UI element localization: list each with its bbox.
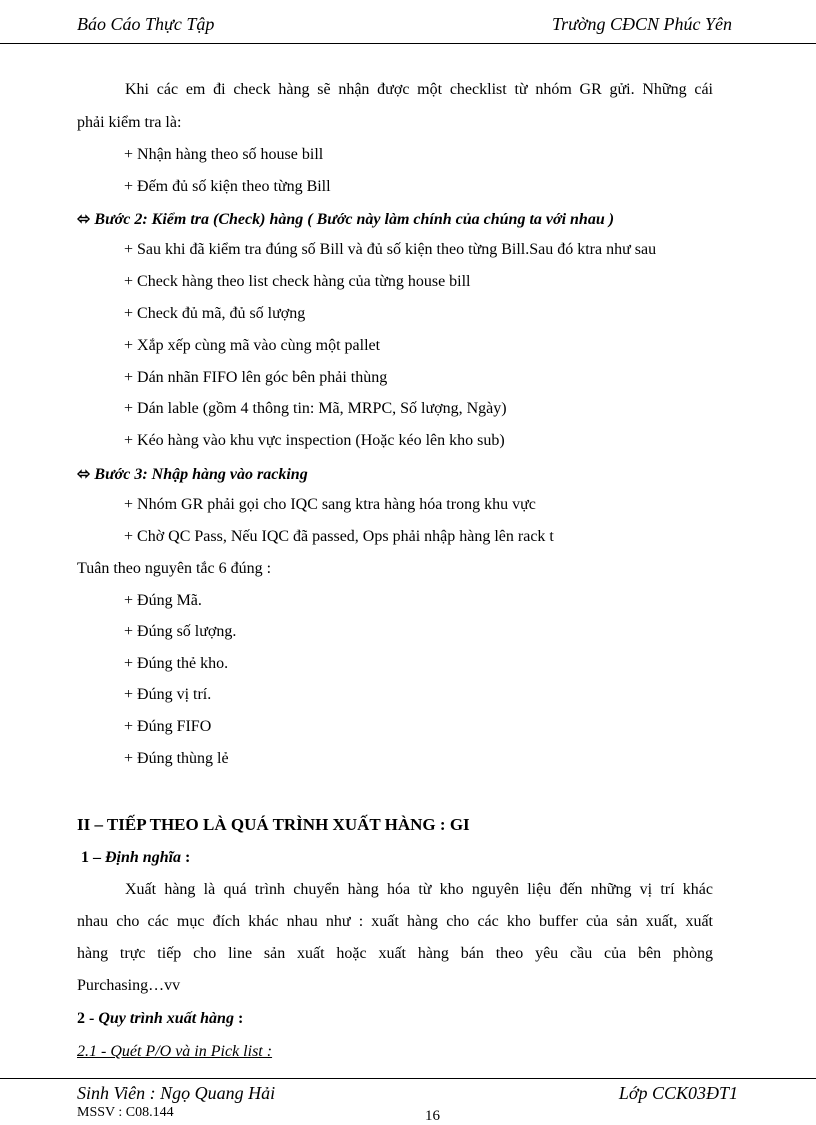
definition-line-4: Purchasing…vv xyxy=(77,977,181,994)
step2-item: + Kéo hàng vào khu vực inspection (Hoặc kéo lên kho sub) xyxy=(124,432,505,449)
intro-line-1: Khi các em đi check hàng sẽ nhận được một checklist từ nhóm GR gửi. Những cái xyxy=(125,81,713,98)
definition-suffix: : xyxy=(181,849,191,866)
step3-heading xyxy=(77,464,308,484)
footer-student: Sinh Viên : Ngọ Quang Hải xyxy=(77,1083,276,1103)
process-prefix: 2 - xyxy=(77,1010,99,1027)
header-left: Báo Cáo Thực Tập xyxy=(77,14,215,34)
step3-item: + Nhóm GR phải gọi cho IQC sang ktra hàng hóa trong khu vực xyxy=(124,496,536,513)
principle-line: Tuân theo nguyên tắc 6 đúng : xyxy=(77,560,272,577)
intro-line-2: phải kiểm tra là: xyxy=(77,114,182,131)
double-arrow-icon: ⬄ xyxy=(77,466,91,483)
step2-item: + Sau khi đã kiểm tra đúng số Bill và đủ số kiện theo từng Bill.Sau đó ktra như sau xyxy=(124,241,657,258)
definition-prefix: 1 – xyxy=(81,849,105,866)
definition-line-3: hàng trực tiếp cho line sản xuất hoặc xuất hàng bán theo yêu cầu của bên phòng xyxy=(77,945,713,962)
check-item: + Đếm đủ số kiện theo từng Bill xyxy=(124,178,331,195)
header-right: Trường CĐCN Phúc Yên xyxy=(552,14,732,34)
step2-item: + Xắp xếp cùng mã vào cùng một pallet xyxy=(124,337,381,354)
process-title: Quy trình xuất hàng xyxy=(98,1010,234,1027)
footer-rule xyxy=(0,1078,816,1079)
definition-heading xyxy=(81,849,190,867)
principle-item: + Đúng thùng lẻ xyxy=(124,750,229,767)
step3-title: Bước 3: Nhập hàng vào racking xyxy=(94,466,308,483)
header-rule xyxy=(0,43,816,44)
step2-item: + Check hàng theo list check hàng của từng house bill xyxy=(124,273,471,290)
double-arrow-icon: ⬄ xyxy=(77,211,91,228)
definition-title: Định nghĩa xyxy=(105,849,182,866)
principle-item: + Đúng thẻ kho. xyxy=(124,655,229,672)
step2-item: + Dán nhãn FIFO lên góc bên phải thùng xyxy=(124,369,388,386)
footer-class: Lớp CCK03ĐT1 xyxy=(618,1083,738,1103)
page-number: 16 xyxy=(425,1108,440,1124)
step2-heading xyxy=(77,209,614,229)
definition-line-2: nhau cho các mục đích khác nhau như : xuất hàng cho các kho buffer của sản xuất, xuất xyxy=(77,913,713,930)
step2-item: + Check đủ mã, đủ số lượng xyxy=(124,305,306,322)
principle-item: + Đúng số lượng. xyxy=(124,623,237,640)
process-suffix: : xyxy=(233,1010,244,1027)
step3-item: + Chờ QC Pass, Nếu IQC đã passed, Ops phải nhập hàng lên rack t xyxy=(124,528,554,545)
principle-item: + Đúng Mã. xyxy=(124,592,202,609)
section-title: II – TIẾP THEO LÀ QUÁ TRÌNH XUẤT HÀNG : GI xyxy=(77,815,470,834)
subsection-title: 2.1 - Quét P/O và in Pick list : xyxy=(77,1043,273,1060)
principle-item: + Đúng vị trí. xyxy=(124,686,212,703)
definition-line-1: Xuất hàng là quá trình chuyển hàng hóa từ kho nguyên liệu đến những vị trí khác xyxy=(125,881,713,898)
check-item: + Nhận hàng theo số house bill xyxy=(124,146,324,163)
step2-item: + Dán lable (gồm 4 thông tin: Mã, MRPC, Số lượng, Ngày) xyxy=(124,400,507,417)
footer-mssv: MSSV : C08.144 xyxy=(77,1105,174,1120)
process-heading xyxy=(77,1010,243,1028)
principle-item: + Đúng FIFO xyxy=(124,718,212,735)
step2-title: Bước 2: Kiểm tra (Check) hàng ( Bước này làm chính của chúng ta với nhau ) xyxy=(94,211,615,228)
